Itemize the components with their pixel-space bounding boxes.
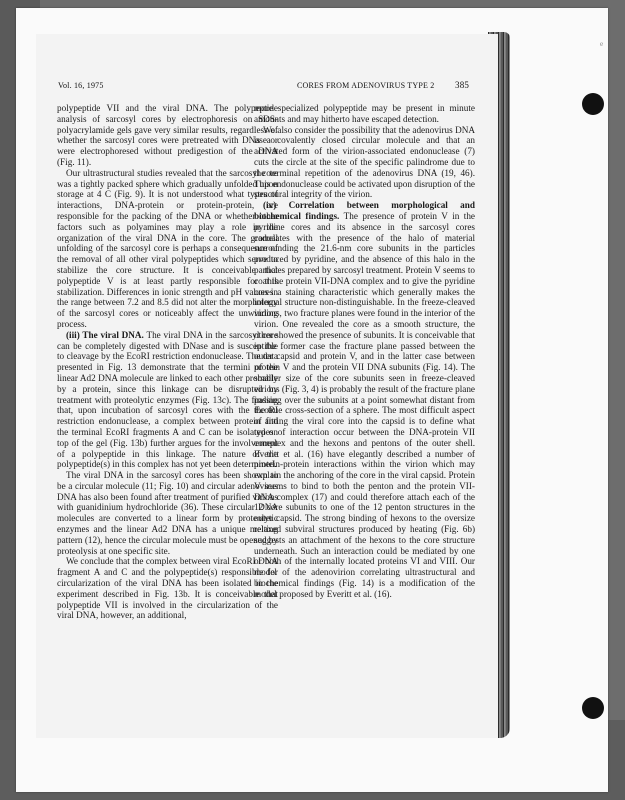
binder-hole-top: [582, 93, 604, 115]
paragraph-text: The viral DNA in the sarcosyl cores has been shown to be a circular molecule (11; Fig. 10) and circular adenovirus DNA has also been found after treatment of purified virions with guanidinium hydrochloride (36). These circular DNA molecules are converted to a linear form by proteolytic enzymes and the linear Ad2 DNA has a unique melting pattern (12), hence the circular molecule must be opened by proteolysis at one specific site.: [57, 470, 278, 556]
paragraph-text: more specialized polypeptide may be present in minute amounts and may hitherto have escaped detection.: [254, 103, 475, 124]
corner-mark: e: [600, 40, 604, 48]
paragraph: [254, 200, 475, 599]
paragraph-text: Our ultrastructural studies revealed that the sarcosyl core was a tightly packed sphere which gradually unfolded upon storage at 4 C (Fig. 9). It is not understood what types of interactions, DNA-protein or protein-protein, are responsible for the packing of the DNA or whether other factors such as polyamines may play a role in the organization of the viral DNA in the core. The gradual unfolding of the sarcosyl core is perhaps a consequence of the removal of all other viral polypeptides which serve to stabilize the core structure. It is conceivable that polypeptide V is at least partly responsible for this stabilization. Differences in ionic strength and pH values in the range between 7.2 and 8.5 did not alter the morphology of the sarcosyl cores or noticeably affect the unwinding process.: [57, 167, 278, 329]
binder-hole-bottom: [582, 697, 604, 719]
paragraph-text: We conclude that the complex between viral EcoRI DNA fragment A and C and the polypeptide(s) responsible for circularization of the viral DNA has been isolated in the experiment described in Fig. 13b. It is conceivable that polypeptide VII is involved in the circularization of the viral DNA, however, an additional,: [57, 556, 278, 621]
paragraph-text: The presence of protein V in the pyridine cores and its absence in the sarcosyl cores correlates with the presence of the halo of material surrounding the 21.6-nm core subunits in the particles produced by pyridine, and the absence of this halo in the particles prepared by sarcosyl treatment. Protein V seems to coat the protein VII-DNA complex and to give the pyridine cores a staining characteristic which generally makes the internal structure non-distinguishable. In the freeze-cleaved virions, two fracture planes were found in the interior of the virion. One revealed the core as a smooth structure, the other showed the presence of subunits. It is conceivable that in the former case the fracture plane passed between the outer capsid and protein V, and in the latter case between protein V and the protein VII DNA subunits (Fig. 14). The smaller size of the core subunits seen in freeze-cleaved virions (Fig. 3, 4) is probably the result of the fracture plane passing over the subunits at a point somewhat distant from the true cross-section of a sphere. The most difficult aspect of fitting the viral core into the capsid is to define what types of interaction occur between the DNA-protein VII complex and the hexons and pentons of the outer shell. Everitt et al. (16) have elegantly described a number of protein-protein interactions within the virion which may explain the anchoring of the core in the viral capsid. Protein V seems to bind to both the penton and the protein VII-DNA complex (17) and could therefore attach each of the 12 core subunits to one of the 12 penton structures in the outer capsid. The strong binding of hexons to the oversize relaxed subviral structures produced by heating (Fig. 6b) suggests an attachment of the hexons to the core structure underneath. Such an interaction could be mediated by one or both of the internally located proteins VI and VIII. Our model of the adenovirion correlating ultrastructural and biochemical findings (Fig. 14) is a modification of the model proposed by Everitt et al. (16).: [254, 210, 475, 599]
paragraph: [57, 556, 278, 621]
section-heading: (iii) The viral DNA.: [66, 329, 144, 340]
paragraph: [254, 103, 475, 125]
paragraph: [57, 330, 278, 470]
volume-label: Vol. 16, 1975: [58, 81, 104, 90]
running-title: CORES FROM ADENOVIRUS TYPE 2: [297, 81, 435, 90]
right-column: [254, 103, 475, 600]
paragraph: [57, 168, 278, 330]
page-number: 385: [455, 80, 470, 90]
paragraph-text: polypeptide VII and the viral DNA. The polypeptide analysis of sarcosyl cores by electrophoresis on SDS-polyacrylamide gels gave very similar results, regardless of whether the sarcosyl cores were pretreated with DNase or were electrophoresed without predigestion of the DNA (Fig. 11).: [57, 103, 278, 167]
paragraph-text: We also consider the possibility that the adenovirus DNA is a covalently closed circular molecule and that an activated form of the virion-associated endonuclease (7) cuts the circle at the site of the specific palindrome due to the terminal repetition of the adenovirus DNA (19, 46). This endonuclease could be activated upon disruption of the structural integrity of the virion.: [254, 124, 475, 200]
left-column: [57, 103, 278, 621]
paragraph: [57, 470, 278, 556]
section-heading: (iv) Correlation between morphological and biochemical findings.: [254, 200, 475, 221]
paragraph: [254, 125, 475, 201]
paragraph-text: The viral DNA in the sarcosyl core can be completely digested with DNase and is susceptible to cleavage by the EcoRI restriction endonuclease. The data presented in Fig. 13 demonstrate that the termini of the linear Ad2 DNA molecule are linked to each other probably by a protein, since this linkage can be disrupted by treatment with proteolytic enzymes (Fig. 13c). The finding that, upon incubation of sarcosyl cores with the EcoRI restriction endonuclease, a complex between protein and the terminal EcoRI fragments A and C can be isolated on top of the gel (Fig. 13b) further argues for the involvement of a polypeptide in this linkage. The nature of the polypeptide(s) in this complex has not yet been determined.: [57, 329, 278, 470]
paragraph: [57, 103, 278, 168]
